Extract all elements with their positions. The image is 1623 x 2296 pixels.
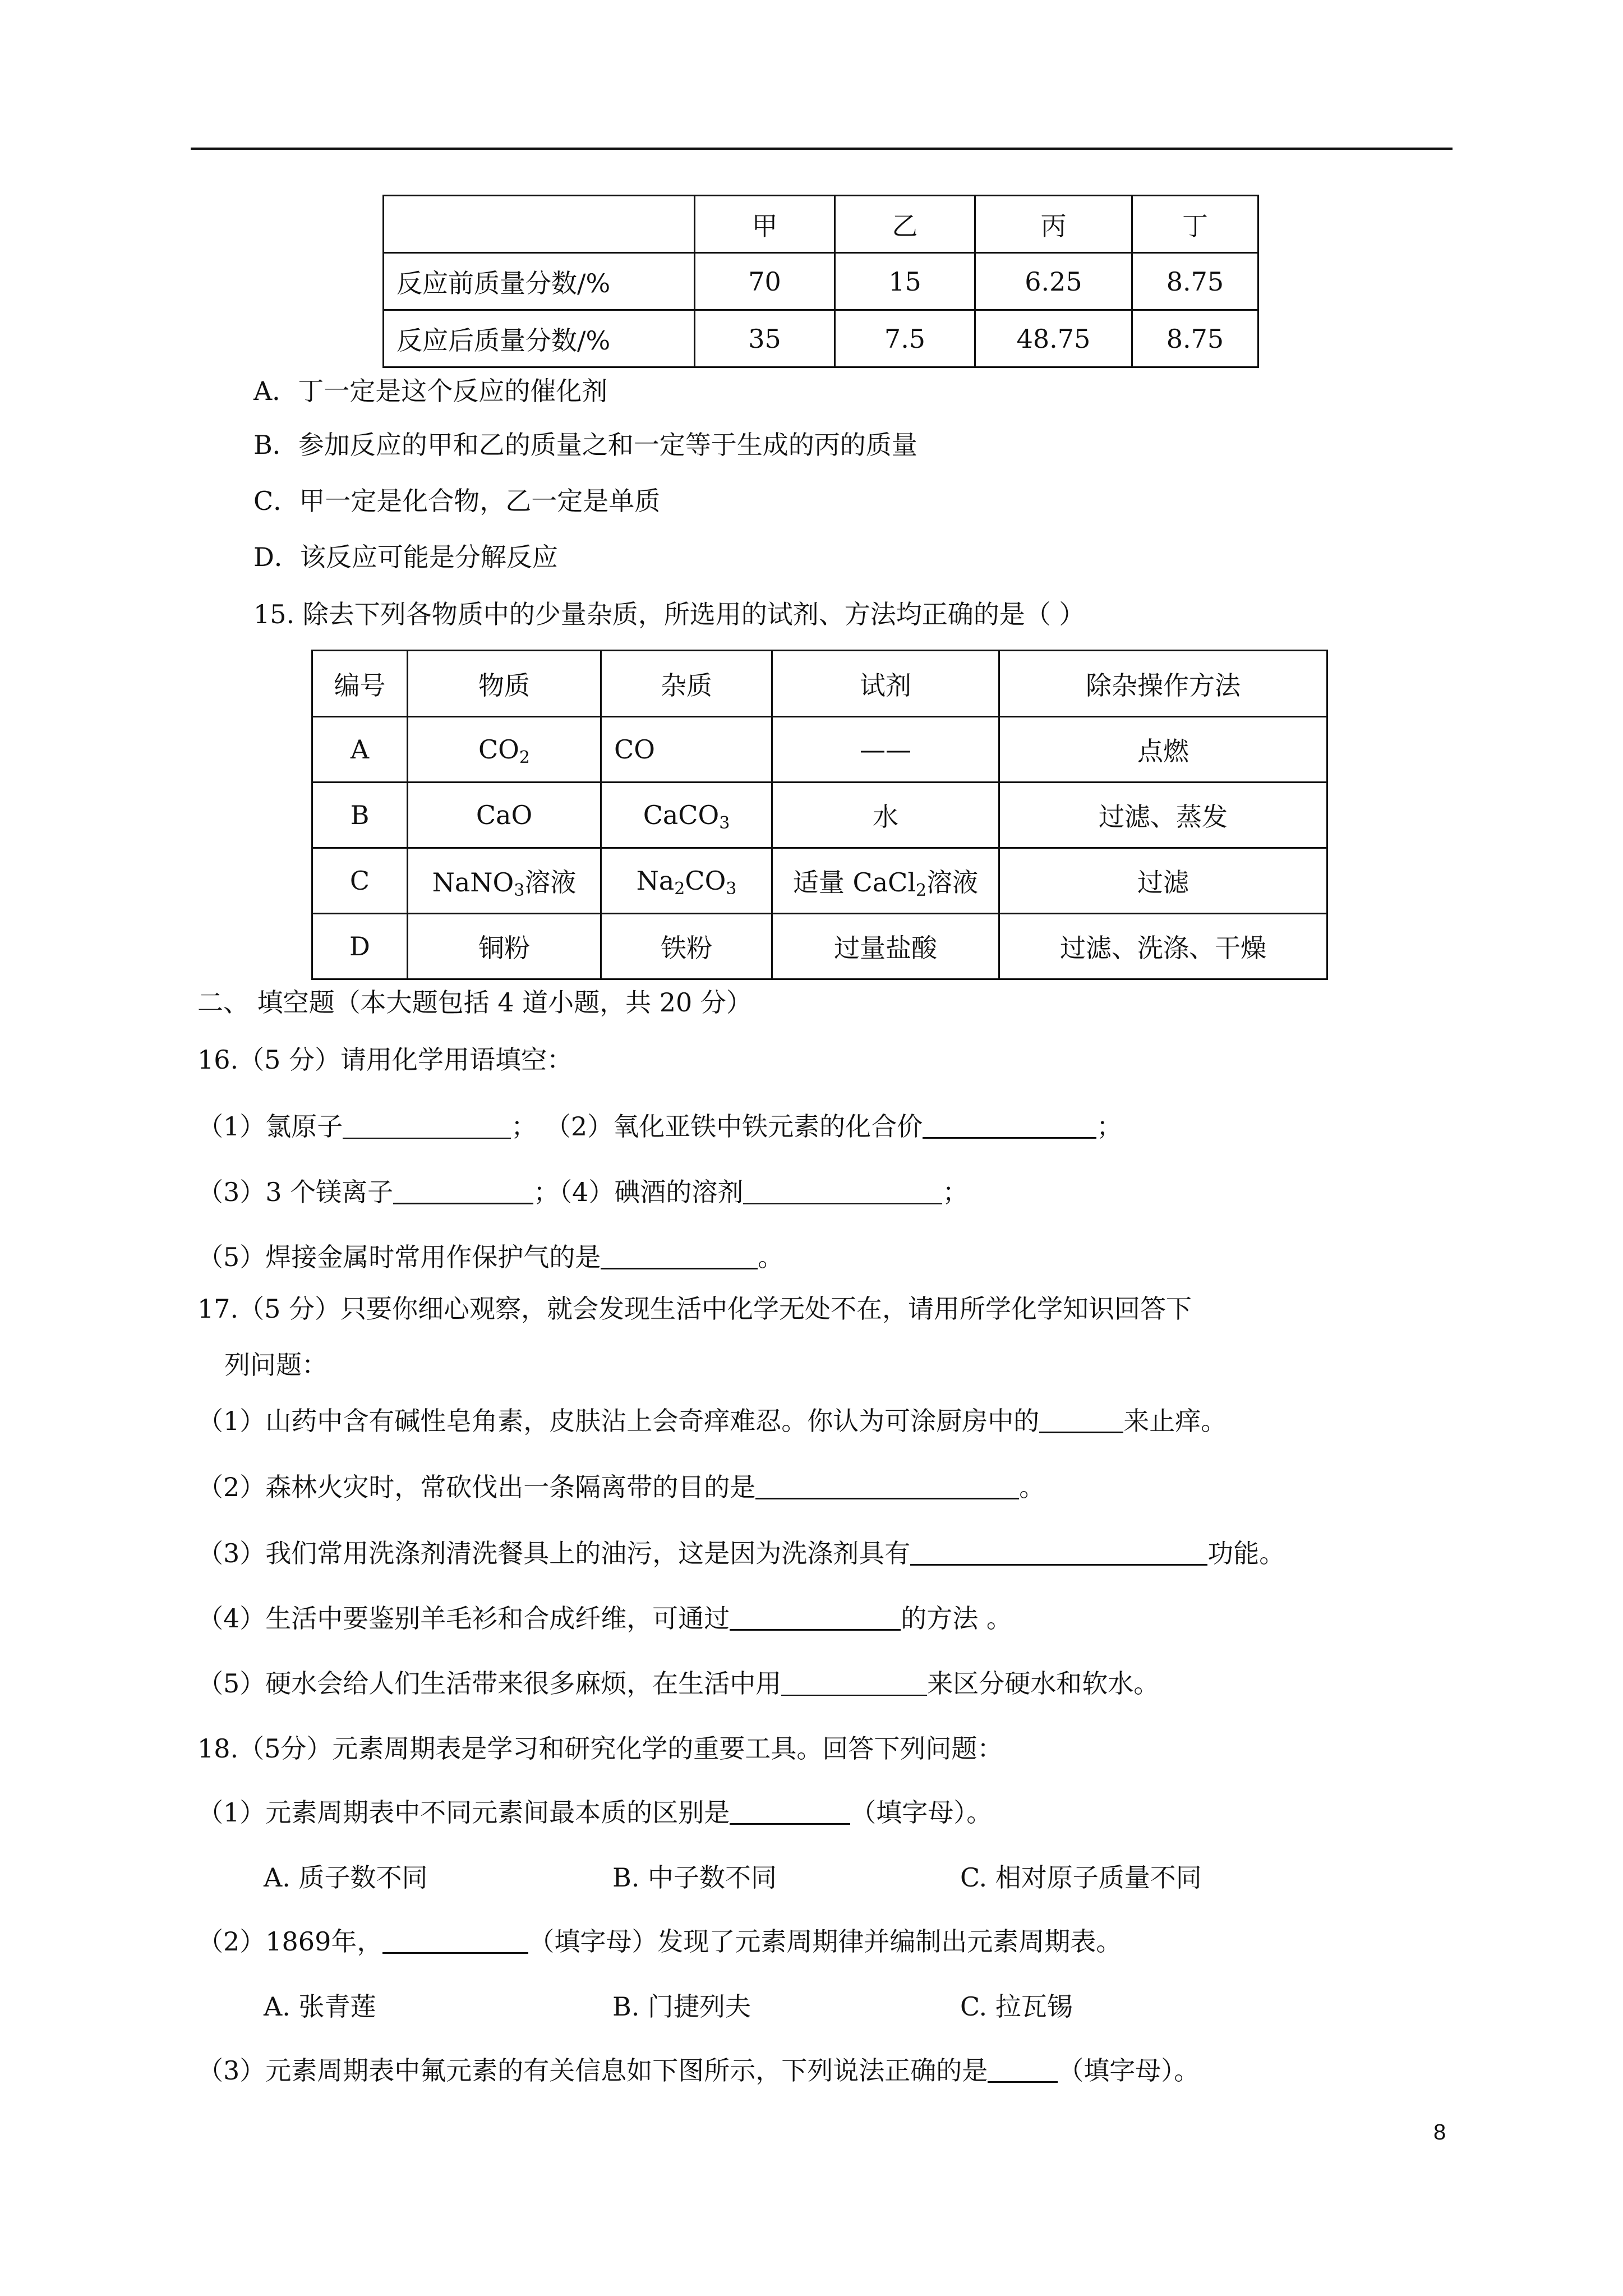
prompt-text: 来区分硬水和软水。 [927, 1668, 1160, 1699]
subscript: 3 [719, 813, 730, 833]
question-16-line-1 [197, 1111, 1123, 1142]
formula-suffix: 溶液 [524, 867, 577, 898]
option-a: A．丁一定是这个反应的催化剂 [253, 376, 608, 406]
answer-blank[interactable] [730, 1801, 850, 1825]
table-cell: 过滤 [999, 848, 1327, 914]
formula-text: CaCO [643, 800, 720, 830]
table-header-cell: 除杂操作方法 [999, 651, 1327, 717]
prompt-text: （5）硬水会给人们生活带来很多麻烦，在生活中用 [197, 1668, 782, 1699]
table-header-cell: 编号 [312, 651, 408, 717]
prompt-text: （2）1869年， [197, 1926, 383, 1957]
table-cell: 过滤、洗涤、干燥 [999, 914, 1327, 979]
question-17-part-4 [197, 1603, 1012, 1634]
answer-blank[interactable] [382, 1930, 528, 1954]
table-cell: B [312, 783, 408, 848]
table-cell: 水 [772, 783, 999, 848]
table-cell: 35 [695, 310, 835, 367]
question-16-line-3 [197, 1244, 783, 1270]
prompt-text: （4）生活中要鉴别羊毛衫和合成纤维，可通过 [197, 1603, 730, 1634]
table-header-cell: 丙 [975, 196, 1132, 253]
answer-blank[interactable] [393, 1180, 533, 1204]
table-header-row [312, 651, 1327, 717]
prompt-text: （3）3 个镁离子 [197, 1177, 394, 1207]
prompt-text: （填字母）。 [850, 1797, 993, 1828]
question-17-part-1 [197, 1408, 1227, 1434]
table-cell [601, 848, 772, 914]
table-cell [408, 717, 601, 783]
subscript: 2 [519, 748, 530, 767]
question-16-stem: 16.（5 分）请用化学用语填空： [197, 1045, 573, 1075]
table-cell: 过量盐酸 [772, 914, 999, 979]
formula-text: NaNO [432, 867, 514, 898]
option-d: D．该反应可能是分解反应 [253, 542, 558, 572]
question-15-stem: 15. 除去下列各物质中的少量杂质，所选用的试剂、方法均正确的是（ ） [253, 599, 1085, 629]
table-cell: 8.75 [1132, 310, 1258, 367]
answer-blank[interactable] [1039, 1409, 1123, 1433]
table-cell [601, 783, 772, 848]
formula-text: CO [478, 734, 519, 765]
table-cell: 铜粉 [408, 914, 601, 979]
table-cell: D [312, 914, 408, 979]
table-cell: A [312, 717, 408, 783]
subscript: 2 [674, 879, 685, 899]
table-row [312, 783, 1327, 848]
question-18-stem: 18.（5分）元素周期表是学习和研究化学的重要工具。回答下列问题： [197, 1733, 1003, 1764]
answer-blank[interactable] [988, 2059, 1058, 2083]
table-header-cell: 乙 [835, 196, 975, 253]
table-cell [772, 848, 999, 914]
question-17-stem: 17.（5 分）只要你细心观察，就会发现生活中化学无处不在，请用所学化学知识回答下 [197, 1294, 1192, 1324]
table-cell: 反应前质量分数/% [384, 253, 695, 310]
header-rule [191, 148, 1453, 150]
table-cell: —— [772, 717, 999, 783]
formula-suffix: 溶液 [926, 867, 979, 898]
choice-c: C. 拉瓦锡 [960, 1991, 1073, 2022]
prompt-text: ； （2）氧化亚铁中铁元素的化合价 [511, 1111, 923, 1142]
table-row [312, 914, 1327, 979]
question-16-line-2 [197, 1179, 968, 1205]
table-header-cell: 丁 [1132, 196, 1258, 253]
prompt-text: 的方法 。 [901, 1603, 1012, 1634]
table-cell: 6.25 [975, 253, 1132, 310]
table-cell: 过滤、蒸发 [999, 783, 1327, 848]
question-17-part-5 [197, 1668, 1160, 1699]
question-17-part-3 [197, 1540, 1285, 1566]
prompt-text: （填字母）发现了元素周期律并编制出元素周期表。 [528, 1926, 1122, 1957]
formula-text: 适量 CaCl [792, 867, 916, 898]
question-17-part-2 [197, 1474, 1045, 1500]
answer-blank[interactable] [755, 1475, 1019, 1499]
table-cell: 反应后质量分数/% [384, 310, 695, 367]
table-header-cell: 杂质 [601, 651, 772, 717]
table-cell: CaO [408, 783, 601, 848]
table-row [384, 253, 1258, 310]
table-cell: 70 [695, 253, 835, 310]
table-row [312, 717, 1327, 783]
prompt-text: （1）元素周期表中不同元素间最本质的区别是 [197, 1797, 730, 1828]
table-header-cell: 试剂 [772, 651, 999, 717]
table-header-cell [384, 196, 695, 253]
formula-text: Na [636, 866, 675, 896]
table-cell: 8.75 [1132, 253, 1258, 310]
choice-a: A. 张青莲 [264, 1991, 376, 2022]
table-row [312, 848, 1327, 914]
prompt-text: （2）森林火灾时，常砍伐出一条隔离带的目的是 [197, 1472, 756, 1502]
answer-blank[interactable] [601, 1245, 758, 1269]
option-b: B．参加反应的甲和乙的质量之和一定等于生成的丙的质量 [253, 430, 917, 460]
answer-blank[interactable] [743, 1181, 942, 1204]
question-18-part-1 [197, 1797, 993, 1828]
answer-blank[interactable] [730, 1607, 901, 1631]
prompt-text: （1）山药中含有碱性皂角素，皮肤沾上会奇痒难忍。你认为可涂厨房中的 [197, 1406, 1040, 1436]
prompt-text: （3）我们常用洗涤剂清洗餐具上的油污，这是因为洗涤剂具有 [197, 1538, 911, 1568]
choice-b: B. 中子数不同 [612, 1862, 777, 1893]
prompt-text: 功能。 [1207, 1538, 1285, 1568]
table-header-cell: 甲 [695, 196, 835, 253]
table-cell [408, 848, 601, 914]
choice-b: B. 门捷列夫 [612, 1991, 751, 2022]
prompt-text: ； [1096, 1111, 1123, 1142]
table-cell: 7.5 [835, 310, 975, 367]
prompt-text: 来止痒。 [1123, 1406, 1227, 1436]
prompt-text: 。 [758, 1242, 784, 1272]
choice-a: A. 质子数不同 [264, 1862, 428, 1893]
table-cell: CO [601, 717, 772, 783]
prompt-text: （5）焊接金属时常用作保护气的是 [197, 1242, 601, 1272]
prompt-text: （1）氯原子 [197, 1111, 343, 1142]
subscript: 3 [514, 881, 525, 900]
page-number: 8 [1433, 2120, 1446, 2145]
table-header-row [384, 196, 1258, 253]
prompt-text: ； [942, 1177, 969, 1207]
mass-fraction-table [382, 195, 1259, 368]
prompt-text: 。 [1019, 1472, 1045, 1502]
answer-blank[interactable] [910, 1542, 1207, 1566]
choice-c: C. 相对原子质量不同 [960, 1862, 1202, 1893]
subscript: 3 [726, 879, 737, 899]
option-c: C．甲一定是化合物，乙一定是单质 [253, 486, 661, 516]
answer-blank[interactable] [343, 1115, 511, 1139]
table-row [384, 310, 1258, 367]
answer-blank[interactable] [923, 1115, 1096, 1139]
table-cell: 点燃 [999, 717, 1327, 783]
formula-text: CO [685, 866, 726, 896]
table-header-cell: 物质 [408, 651, 601, 717]
prompt-text: （填字母）。 [1058, 2055, 1200, 2086]
question-18-part-3 [197, 2055, 1200, 2086]
table-cell: 48.75 [975, 310, 1132, 367]
prompt-text: （3）元素周期表中氟元素的有关信息如下图所示，下列说法正确的是 [197, 2055, 988, 2086]
question-17-stem-cont: 列问题： [224, 1350, 328, 1380]
section-heading: 二、 填空题（本大题包括 4 道小题，共 20 分） [197, 987, 752, 1018]
table-cell: C [312, 848, 408, 914]
question-18-part-2 [197, 1926, 1122, 1957]
table-cell: 铁粉 [601, 914, 772, 979]
table-cell: 15 [835, 253, 975, 310]
answer-blank[interactable] [781, 1672, 927, 1696]
prompt-text: ；（4）碘酒的溶剂 [533, 1177, 744, 1207]
subscript: 2 [916, 881, 927, 900]
impurity-removal-table [311, 650, 1328, 980]
